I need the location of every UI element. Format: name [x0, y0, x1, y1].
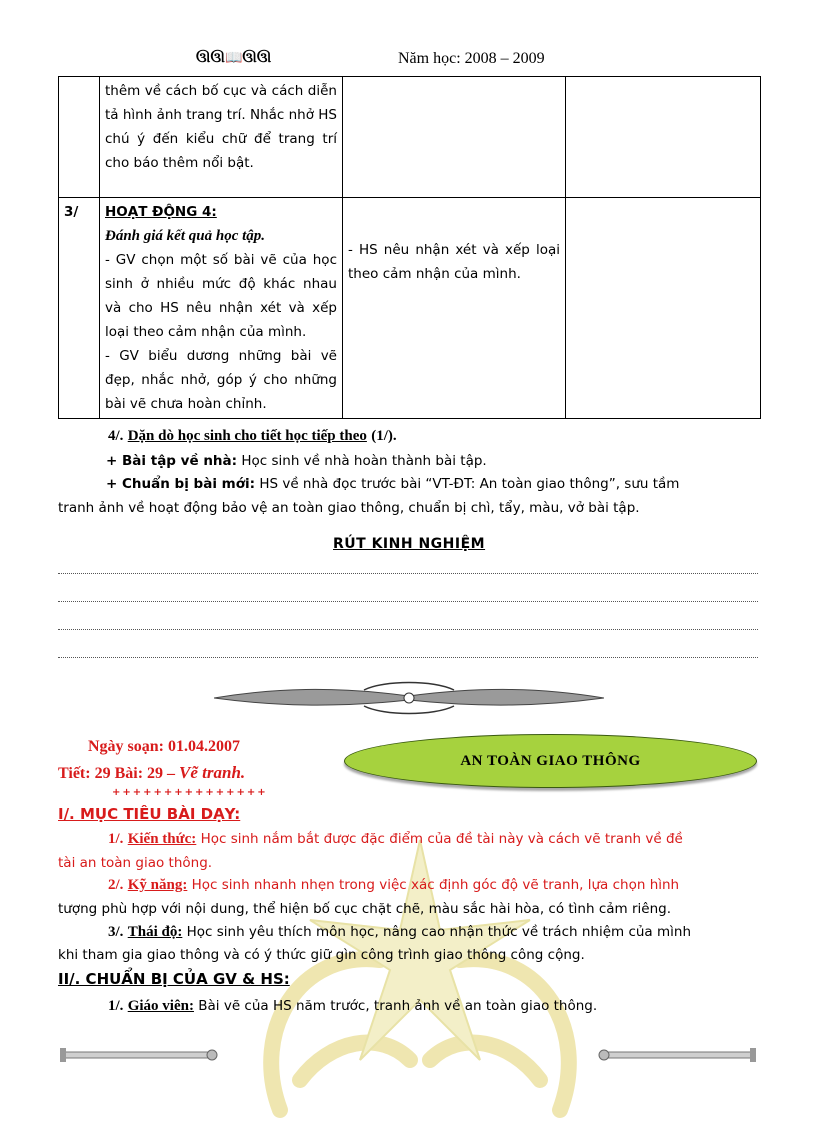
divider-ornament: [214, 680, 604, 716]
dotted-line: [58, 573, 758, 574]
table-cell-notes: [566, 198, 761, 419]
skill-continued: tượng phù hợp với nội dung, thể hiện bố cục chặt chẽ, màu sắc hài hòa, có tình cảm riêng.: [58, 901, 671, 917]
star-divider: +++++++++++++++: [112, 787, 268, 798]
preparation-date: Ngày soạn: 01.04.2007: [88, 738, 241, 755]
attitude-item: 3/. Thái độ: Học sinh yêu thích môn học, nâng cao nhận thức về trách nhiệm của mình: [108, 924, 692, 940]
footer-ornament-left: [60, 1040, 220, 1070]
objectives-heading: I/. MỤC TIÊU BÀI DẠY:: [58, 805, 241, 823]
footer-ornament-right: [596, 1040, 756, 1070]
prepare-item-continued: tranh ảnh về hoạt động bảo vệ an toàn giao thông, chuẩn bị chì, tẩy, màu, vở bài tập.: [58, 500, 640, 516]
topic-badge: AN TOÀN GIAO THÔNG: [344, 734, 757, 788]
dotted-line: [58, 657, 758, 658]
table-row: [59, 198, 761, 419]
attitude-continued: khi tham gia giao thông và có ý thức giữ gìn công trình giao thông công cộng.: [58, 947, 585, 963]
skill-item: 2/. Kỹ năng: Học sinh nhanh nhẹn trong việc xác định góc độ vẽ tranh, lựa chọn hình: [108, 877, 680, 893]
table-row: [59, 77, 761, 198]
lesson-info: Tiết: 29 Bài: 29 – Vẽ tranh.: [58, 763, 246, 782]
prepare-item: + Chuẩn bị bài mới: HS về nhà đọc trước bài “VT-ĐT: An toàn giao thông”, sưu tầm: [106, 476, 680, 492]
knowledge-continued: tài an toàn giao thông.: [58, 855, 213, 871]
table-cell-student: - HS nêu nhận xét và xếp loại theo cảm nhận của mình.: [343, 198, 566, 419]
school-year: Năm học: 2008 – 2009: [398, 50, 545, 67]
homework-heading: 4/. Dặn dò học sinh cho tiết học tiếp theo (1/).: [108, 428, 397, 444]
homework-item: + Bài tập về nhà: Học sinh về nhà hoàn thành bài tập.: [106, 453, 487, 469]
table-cell-teacher: thêm về cách bố cục và cách diễn tả hình ảnh trang trí. Nhắc nhở HS chú ý đến kiểu chữ để trang trí cho báo thêm nổi bật.: [100, 77, 343, 198]
header-ornament: ઊઊ📖ઊઊ: [196, 51, 272, 66]
lesson-table: [58, 76, 761, 419]
table-cell-student: [343, 77, 566, 198]
dotted-line: [58, 601, 758, 602]
teacher-materials: 1/. Giáo viên: Bài vẽ của HS năm trước, tranh ảnh về an toàn giao thông.: [108, 998, 598, 1014]
table-cell-teacher: [100, 198, 343, 419]
table-cell-notes: [566, 77, 761, 198]
experience-title: RÚT KINH NGHIỆM: [333, 536, 486, 552]
activity-subtitle: Đánh giá kết quả học tập.: [105, 228, 266, 244]
table-cell-stt: 3/: [59, 198, 100, 419]
preparation-heading: II/. CHUẨN BỊ CỦA GV & HS:: [58, 970, 290, 988]
knowledge-item: 1/. Kiến thức: Học sinh nắm bắt được đặc điểm của đề tài này và cách vẽ tranh về đề: [108, 831, 683, 847]
dotted-line: [58, 629, 758, 630]
activity-title: HOẠT ĐỘNG 4:: [105, 204, 217, 220]
teacher-step-2: - GV biểu dương những bài vẽ đẹp, nhắc nhở, góp ý cho những bài vẽ chưa hoàn chỉnh.: [105, 348, 337, 412]
table-cell-stt: [59, 77, 100, 198]
teacher-step-1: - GV chọn một số bài vẽ của học sinh ở nhiều mức độ khác nhau và cho HS nêu nhận xét và xếp loại theo cảm nhận của mình.: [105, 252, 337, 340]
